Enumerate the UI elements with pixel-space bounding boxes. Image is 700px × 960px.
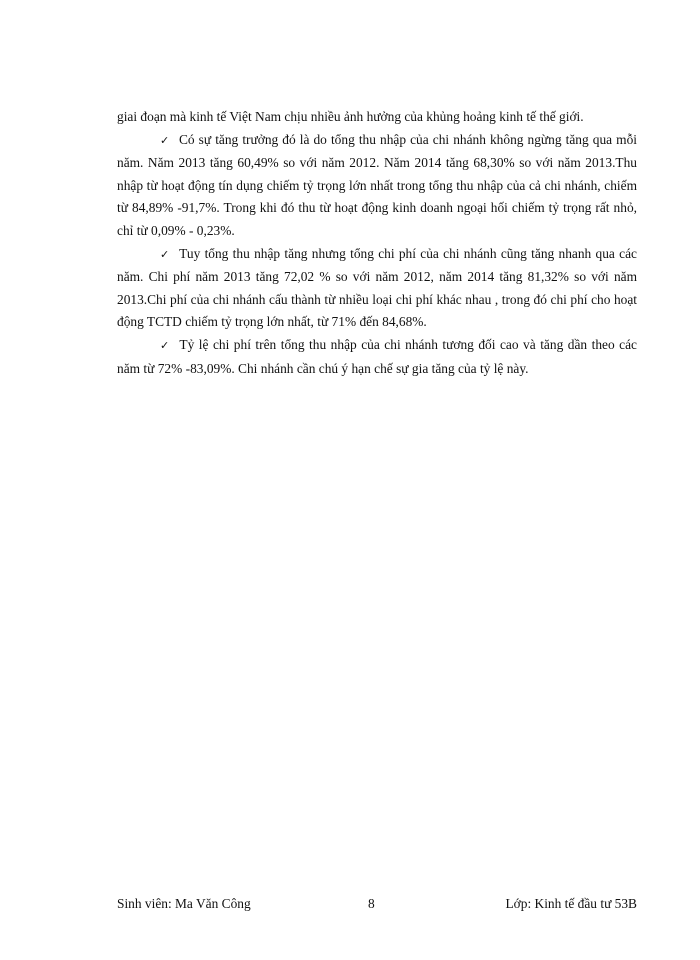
footer-student: Sinh viên: Ma Văn Công <box>117 896 251 911</box>
intro-paragraph: giai đoạn mà kinh tế Việt Nam chịu nhiều ảnh hưởng của khủng hoảng kinh tế thế giới. <box>117 109 584 124</box>
bullet-text: Tuy tổng thu nhập tăng nhưng tổng chi phí của chi nhánh cũng tăng nhanh qua các năm. Chi phí năm 2013 tăng 72,02 % so với năm 2012, năm 2014 tăng 81,32% so với năm 2013.Chi phí của chi nhánh cấu thành từ nhiều loại chi phí khác nhau , trong đó chi phí cho hoạt động TCTD chiếm tỷ trọng lớn nhất, từ 71% đến 84,68%. <box>117 245 637 330</box>
bullet-paragraph-3 <box>117 334 637 380</box>
checkmark-icon: ✓ <box>160 133 170 147</box>
page-footer <box>117 896 637 916</box>
bullet-paragraph-2 <box>117 243 637 334</box>
bullet-paragraph-1 <box>117 129 637 243</box>
footer-page-number: 8 <box>368 896 375 911</box>
body-text <box>117 106 637 380</box>
checkmark-icon: ✓ <box>160 338 171 352</box>
checkmark-icon: ✓ <box>160 247 171 261</box>
bullet-text: Tỷ lệ chi phí trên tổng thu nhập của chi nhánh tương đối cao và tăng dần theo các năm từ 72% -83,09%. Chi nhánh cần chú ý hạn chế sự gia tăng của tỷ lệ này. <box>117 336 637 376</box>
bullet-text: Có sự tăng trưởng đó là do tổng thu nhập của chi nhánh không ngừng tăng qua mỗi năm. Năm 2013 tăng 60,49% so với năm 2012. Năm 2014 tăng 68,30% so với năm 2013.Thu nhập từ hoạt động tín dụng chiếm tỷ trọng lớn nhất trong tổng thu nhập của cả chi nhánh, chiếm từ 84,89% -91,7%. Trong khi đó thu từ hoạt động kinh doanh ngoại hối chiếm tỷ trọng rất nhỏ, chỉ từ 0,09% - 0,23%. <box>117 131 638 238</box>
footer-class: Lớp: Kinh tế đầu tư 53B <box>505 896 637 911</box>
